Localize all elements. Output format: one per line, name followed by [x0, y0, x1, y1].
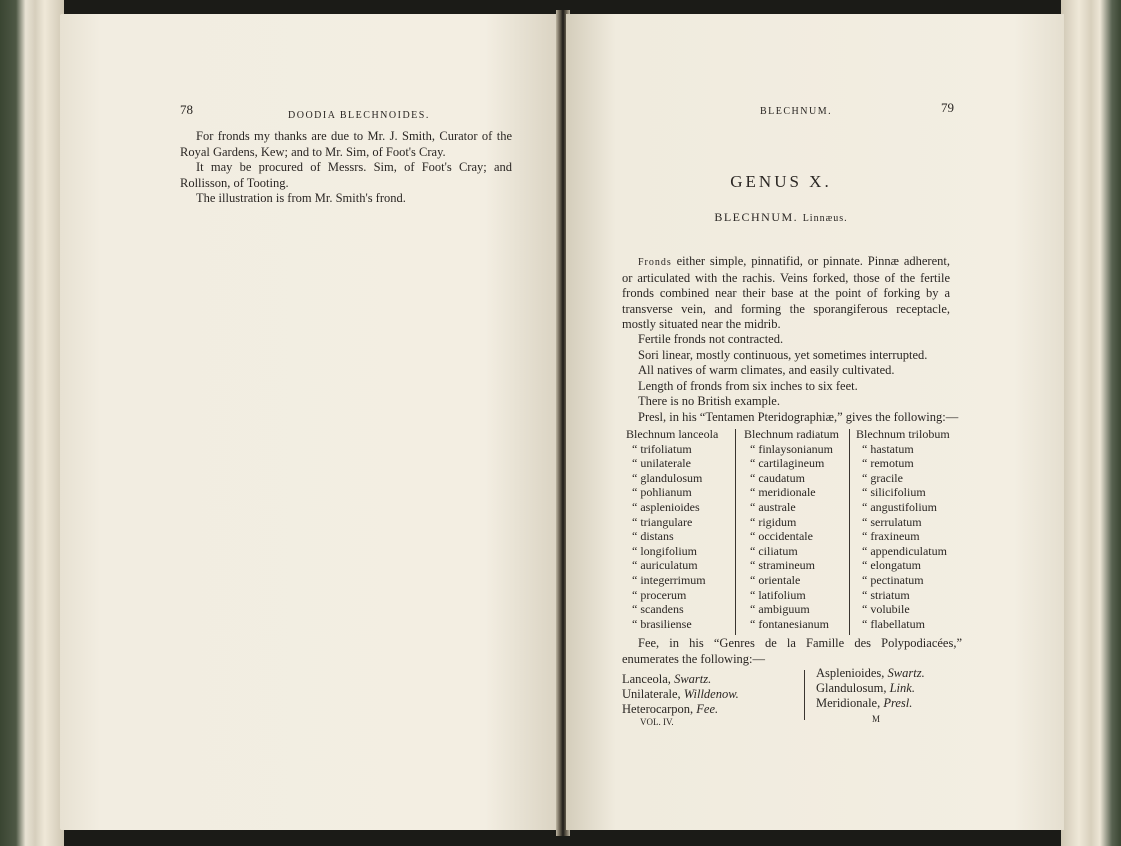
statement: Sori linear, mostly continuous, yet sometimes interrupted.	[638, 347, 928, 362]
species-name: “ remotum	[862, 456, 914, 471]
species-name: “ pectinatum	[862, 572, 924, 587]
species-name: “ pohlianum	[632, 485, 692, 500]
page-number: 78	[180, 102, 193, 117]
statement: Presl, in his “Tentamen Pteridographiæ,” gives the following:—	[638, 409, 959, 424]
species-name: “ cartilagineum	[750, 456, 825, 471]
left-page	[60, 14, 560, 830]
fee-author: Fee.	[696, 702, 719, 716]
description-lead: Fronds	[638, 257, 672, 268]
genus-title: GENUS X.	[730, 172, 832, 191]
fee-intro: Fee, in his “Genres de la Famille des Polypodiacées,” enumerates the following:—	[622, 636, 962, 666]
species-name: “ occidentale	[750, 529, 813, 544]
species-name: “ triangulare	[632, 514, 693, 529]
species-name: “ trifoliatum	[632, 441, 692, 456]
species-name: “ rigidum	[750, 514, 797, 529]
species-name: “ stramineum	[750, 558, 815, 573]
genus-name: BLECHNUM.	[714, 210, 799, 224]
species-name: “ asplenioides	[632, 499, 700, 514]
species-name: “ finlaysonianum	[750, 441, 833, 456]
running-head: BLECHNUM.	[760, 106, 833, 117]
species-name: “ volubile	[862, 602, 910, 617]
fee-species: Meridionale,	[816, 696, 881, 710]
species-name: “ hastatum	[862, 441, 914, 456]
species-name: “ procerum	[632, 587, 687, 602]
species-name: “ angustifolium	[862, 499, 937, 514]
paragraph: The illustration is from Mr. Smith's frond.	[196, 191, 406, 205]
species-name: Blechnum lanceola	[626, 427, 719, 441]
species-name: “ unilaterale	[632, 456, 691, 471]
description-text: either simple, pinnatifid, or pinnate. Pinnæ adherent, or articulated with the rachis. Veins forked, those of the fertile fronds combined near their base at the point of forking by a transverse vein, and forming the sporangiferous receptacle, mostly situated near the midrib.	[622, 254, 950, 331]
fee-species: Unilaterale,	[622, 687, 681, 701]
genus-heading	[616, 210, 946, 225]
fee-author: Willdenow.	[683, 687, 739, 701]
species-name: “ distans	[632, 529, 674, 544]
species-name: “ fraxineum	[862, 529, 920, 544]
species-name: “ integerrimum	[632, 572, 706, 587]
fee-author: Swartz.	[674, 672, 712, 686]
statement: There is no British example.	[638, 394, 780, 408]
fee-species: Lanceola,	[622, 672, 671, 686]
fee-list-right	[816, 666, 925, 711]
column-divider	[735, 429, 736, 635]
species-name: “ caudatum	[750, 470, 805, 485]
species-name: “ meridionale	[750, 485, 816, 500]
fee-species: Heterocarpon,	[622, 702, 694, 716]
species-name: “ gracile	[862, 470, 903, 485]
species-name: “ appendiculatum	[862, 543, 947, 558]
species-column-1	[626, 427, 718, 631]
fee-list-left	[622, 672, 739, 717]
fee-paragraph	[622, 636, 962, 667]
species-name: “ serrulatum	[862, 514, 922, 529]
statement: Length of fronds from six inches to six feet.	[638, 378, 858, 393]
fee-species: Asplenioides,	[816, 666, 885, 680]
statement: Fertile fronds not contracted.	[638, 332, 784, 346]
species-name: “ australe	[750, 499, 796, 514]
species-name: “ orientale	[750, 572, 801, 587]
species-name: “ fontanesianum	[750, 616, 829, 631]
paragraph: For fronds my thanks are due to Mr. J. Smith, Curator of the Royal Gardens, Kew; and to Mr. Sim, of Foot's Cray.	[180, 129, 512, 159]
running-head: DOODIA BLECHNOIDES.	[288, 110, 430, 121]
right-page	[566, 14, 1064, 830]
paragraph: It may be procured of Messrs. Sim, of Foot's Cray; and Rollisson, of Tooting.	[180, 160, 512, 190]
fee-author: Presl.	[883, 696, 913, 710]
species-name: “ ambiguum	[750, 602, 810, 617]
species-name: “ ciliatum	[750, 543, 798, 558]
species-name: “ silicifolium	[862, 485, 926, 500]
species-name: Blechnum radiatum	[744, 427, 839, 441]
genus-description	[622, 254, 950, 333]
column-divider	[849, 429, 850, 635]
genus-statements	[622, 332, 962, 425]
signature-mark: M	[872, 714, 881, 724]
species-name: “ elongatum	[862, 558, 921, 573]
fee-species: Glandulosum,	[816, 681, 887, 695]
species-column-3	[856, 427, 950, 631]
volume-mark: VOL. IV.	[640, 717, 674, 727]
species-name: Blechnum trilobum	[856, 427, 950, 441]
species-name: “ striatum	[862, 587, 910, 602]
species-name: “ scandens	[632, 602, 684, 617]
page-number: 79	[941, 100, 954, 115]
species-name: “ flabellatum	[862, 616, 925, 631]
fee-author: Link.	[889, 681, 915, 695]
species-name: “ glandulosum	[632, 470, 703, 485]
column-divider	[804, 670, 805, 720]
species-name: “ latifolium	[750, 587, 806, 602]
species-name: “ auriculatum	[632, 558, 698, 573]
species-name: “ brasiliense	[632, 616, 692, 631]
species-column-2	[744, 427, 839, 631]
statement: All natives of warm climates, and easily cultivated.	[638, 363, 895, 377]
fee-author: Swartz.	[887, 666, 925, 680]
genus-author: Linnæus.	[802, 213, 848, 224]
book-edge-left	[0, 0, 64, 846]
book-edge-right	[1061, 0, 1121, 846]
body-text	[180, 129, 512, 207]
species-name: “ longifolium	[632, 543, 697, 558]
